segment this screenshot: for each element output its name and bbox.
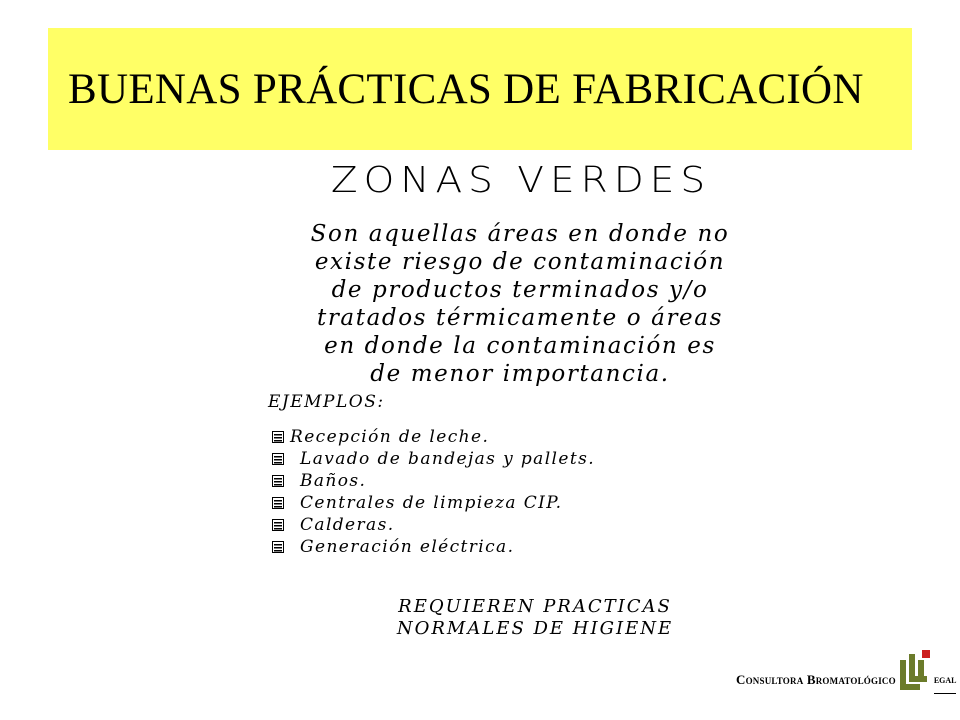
list-item	[272, 426, 595, 448]
list-item-text: Lavado de bandejas y pallets.	[300, 449, 595, 469]
logo-text: Consultora Bromatológico	[736, 672, 896, 687]
list-item	[272, 492, 595, 514]
list-item-text: Baños.	[300, 471, 367, 491]
list-bullet-icon	[272, 453, 284, 465]
list-item-text: Recepción de leche.	[290, 427, 490, 447]
list-bullet-icon	[272, 431, 284, 443]
slide-title: BUENAS PRÁCTICAS DE FABRICACIÓN	[68, 65, 864, 113]
list-bullet-icon	[272, 541, 284, 553]
definition-line: Son aquellas áreas en donde no	[310, 221, 730, 247]
list-item	[272, 448, 595, 470]
definition-line: en donde la contaminación es	[324, 333, 716, 359]
definition-line: existe riesgo de contaminación	[314, 249, 726, 275]
title-banner	[48, 28, 912, 150]
logo-tail-text: egal	[934, 672, 957, 694]
company-logo	[736, 650, 956, 694]
definition-line: de menor importancia.	[370, 361, 670, 387]
definition-paragraph	[250, 220, 790, 388]
list-item	[272, 536, 595, 558]
definition-line: de productos terminados y/o	[331, 277, 709, 303]
examples-list	[272, 426, 595, 558]
list-item-text: Generación eléctrica.	[300, 537, 515, 557]
list-item	[272, 514, 595, 536]
definition-line: tratados térmicamente o áreas	[317, 305, 723, 331]
list-item	[272, 470, 595, 492]
logo-mark-icon	[898, 650, 934, 694]
list-bullet-icon	[272, 519, 284, 531]
requirement-line: NORMALES DE HIGIENE	[396, 618, 674, 639]
list-item-text: Centrales de limpieza CIP.	[300, 493, 563, 513]
section-heading: ZONAS VERDES	[330, 159, 712, 202]
list-bullet-icon	[272, 497, 284, 509]
requirement-note	[330, 596, 740, 640]
list-bullet-icon	[272, 475, 284, 487]
requirement-line: REQUIEREN PRACTICAS	[398, 596, 672, 617]
examples-heading: EJEMPLOS:	[268, 392, 385, 412]
list-item-text: Calderas.	[300, 515, 395, 535]
